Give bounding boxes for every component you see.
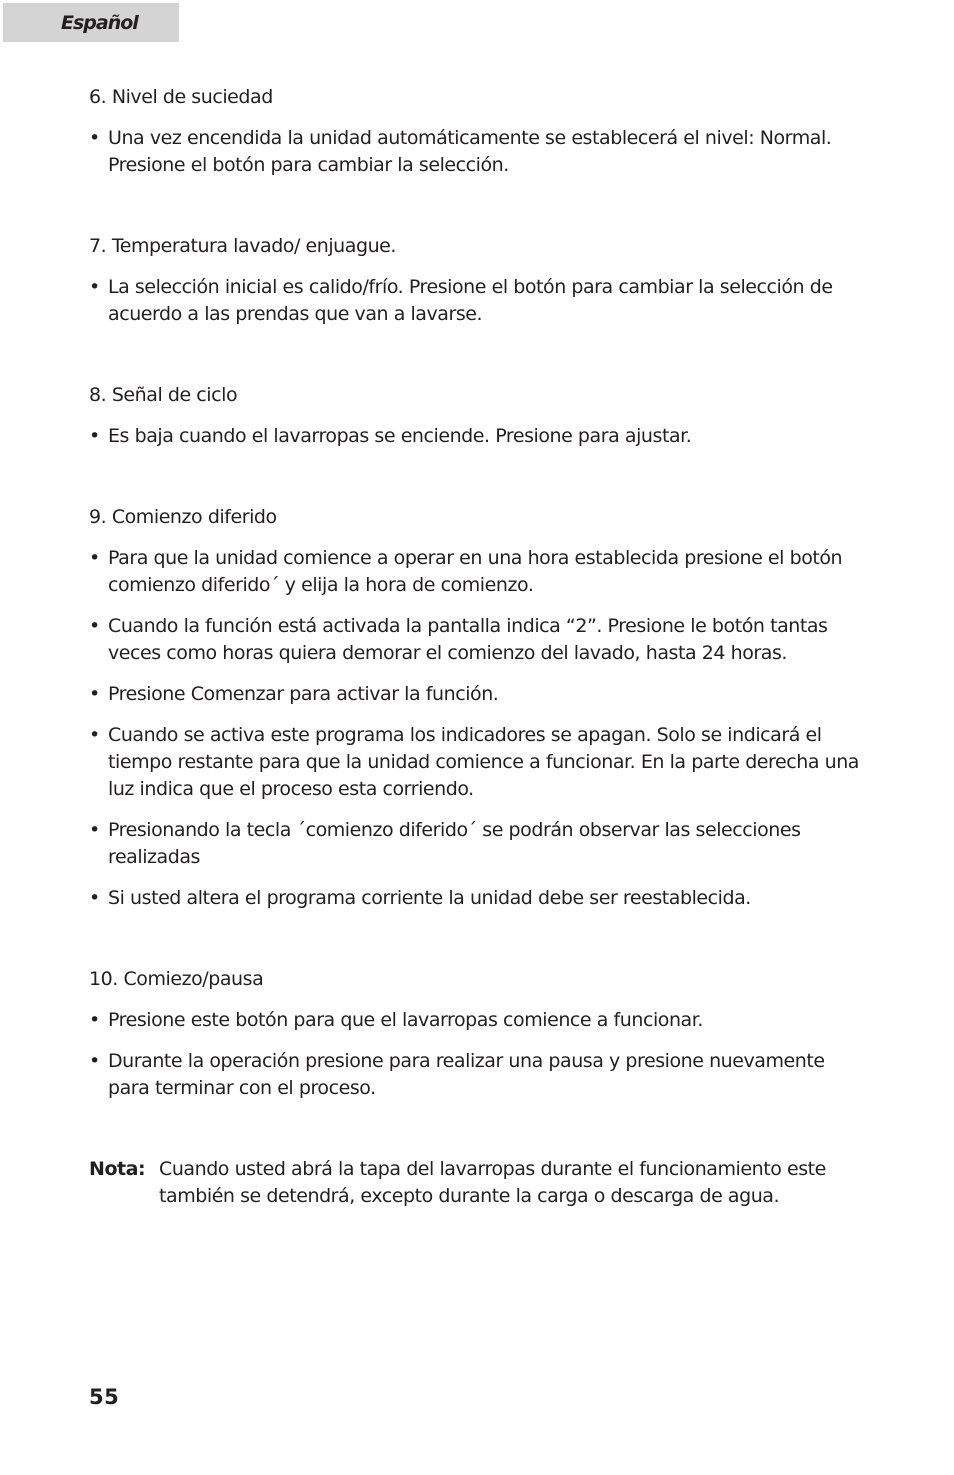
section [89,966,869,1102]
bullet-item [89,817,869,871]
bullet-symbol: • [89,127,100,149]
bullet-symbol: • [89,1009,100,1031]
bullet-symbol: • [89,547,100,569]
bullet-item [89,423,869,450]
section-heading: 10. Comiezo/pausa [89,968,264,990]
page-number: 55 [89,1385,120,1409]
note-text: Cuando usted abrá la tapa del lavarropas durante el funcionamiento este también se detendrá, excepto durante la carga o descarga de agua. [159,1158,826,1207]
section [89,382,869,450]
bullet-symbol: • [89,276,100,298]
bullet-item [89,613,869,667]
bullet-text: Para que la unidad comience a operar en una hora establecida presione el botón comienzo diferido´ y elija la hora de comienzo. [108,547,843,596]
section-heading: 8. Señal de ciclo [89,384,238,406]
bullet-item [89,1048,869,1102]
bullet-text: Presione este botón para que el lavarropas comience a funcionar. [108,1009,703,1031]
bullet-symbol: • [89,425,100,447]
section-heading: 9. Comienzo diferido [89,506,277,528]
bullet-item [89,1007,869,1034]
bullet-text: Una vez encendida la unidad automáticamente se establecerá el nivel: Normal. Presione el botón para cambiar la selección. [108,127,832,176]
section [89,504,869,912]
bullet-text: Presionando la tecla ´comienzo diferido´ se podrán observar las selecciones realizadas [108,819,801,868]
section-heading: 7. Temperatura lavado/ enjuague. [89,235,396,257]
bullet-symbol: • [89,1050,100,1072]
bullet-item [89,681,869,708]
section [89,84,869,179]
bullet-item [89,722,869,803]
bullet-text: La selección inicial es calido/frío. Presione el botón para cambiar la selección de acuerdo a las prendas que van a lavarse. [108,276,833,325]
bullet-text: Presione Comenzar para activar la función. [108,683,499,705]
section [89,233,869,328]
bullet-symbol: • [89,819,100,841]
document-body [89,84,869,1210]
bullet-text: Durante la operación presione para realizar una pausa y presione nuevamente para terminar con el proceso. [108,1050,825,1099]
bullet-text: Si usted altera el programa corriente la unidad debe ser reestablecida. [108,887,751,909]
bullet-item [89,885,869,912]
bullet-item [89,274,869,328]
bullet-item [89,125,869,179]
note [89,1156,869,1210]
bullet-symbol: • [89,724,100,746]
bullet-text: Cuando se activa este programa los indicadores se apagan. Solo se indicará el tiempo restante para que la unidad comience a funcionar. En la parte derecha una luz indica que el proceso esta corriendo. [108,724,859,800]
bullet-text: Cuando la función está activada la pantalla indica “2”. Presione le botón tantas veces como horas quiera demorar el comienzo del lavado, hasta 24 horas. [108,615,828,664]
language-tab-label: Español [61,12,138,34]
section-heading: 6. Nivel de suciedad [89,86,273,108]
bullet-text: Es baja cuando el lavarropas se enciende. Presione para ajustar. [108,425,692,447]
bullet-symbol: • [89,683,100,705]
note-label: Nota: [89,1158,146,1180]
sections-container [89,84,869,1102]
bullet-symbol: • [89,615,100,637]
bullet-item [89,545,869,599]
bullet-symbol: • [89,887,100,909]
language-tab [3,3,179,42]
